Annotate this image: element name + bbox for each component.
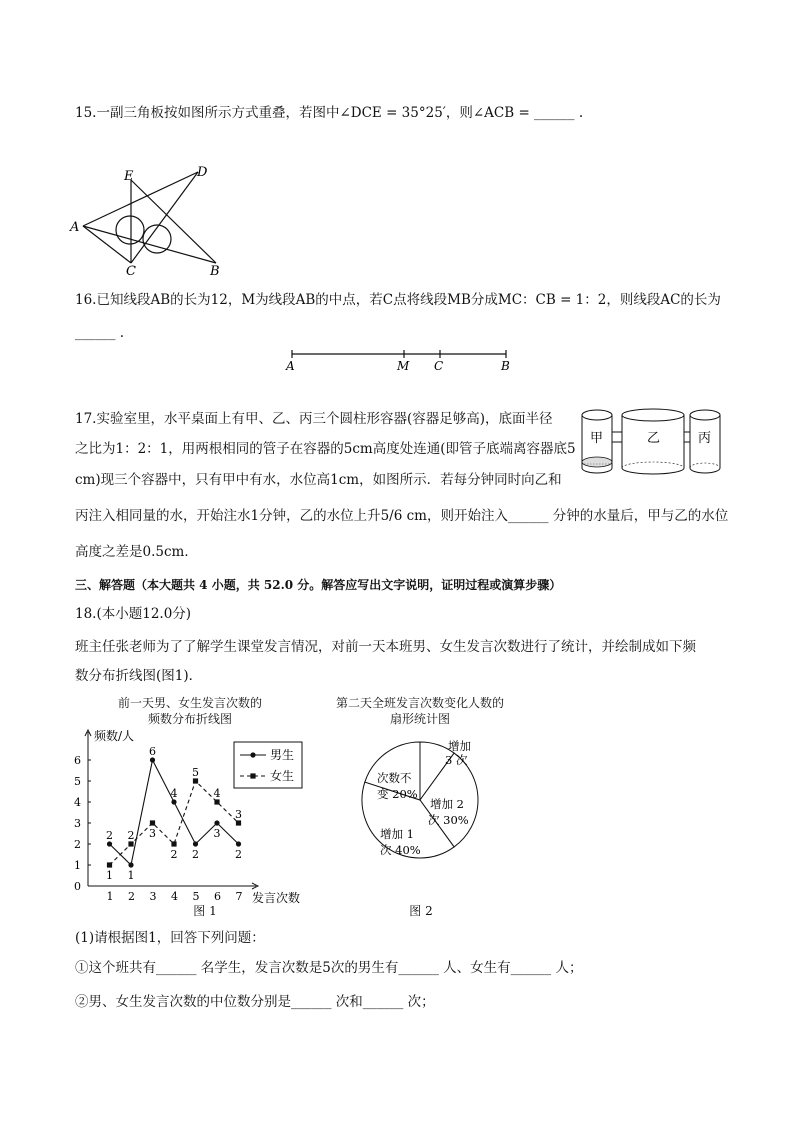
- seg-label-m: M: [397, 359, 410, 373]
- data-label-女生: 5: [192, 766, 199, 779]
- legend-label: 男生: [270, 748, 295, 762]
- q15-figure: [66, 160, 236, 280]
- label-c: C: [126, 264, 136, 279]
- chart2-title-line2: 扇形统计图: [389, 712, 450, 726]
- x-tick-label: 2: [128, 890, 135, 903]
- y-tick-label: 3: [74, 817, 81, 830]
- data-label-女生: 1: [106, 869, 113, 882]
- data-point-男生: [171, 799, 176, 804]
- label-a: A: [70, 220, 80, 235]
- q16-line1: 16.已知线段AB的长为12，M为线段AB的中点，若C点将线段MB分成MC：CB = 1：2，则线段AC的长为: [75, 292, 721, 308]
- seg-label-b: B: [501, 359, 510, 373]
- pie-label-line1: 增加: [448, 739, 471, 753]
- q17-containers-figure: [578, 402, 724, 482]
- fig2-caption: 图 2: [409, 904, 433, 918]
- q17-line1: 17.实验室里，水平桌面上有甲、乙、丙三个圆柱形容器(容器足够高)，底面半径: [75, 411, 553, 427]
- container-jia-label: 甲: [590, 431, 604, 446]
- data-point-男生: [150, 757, 155, 762]
- data-label-男生: 4: [170, 787, 178, 800]
- x-tick-label: 5: [192, 890, 200, 903]
- y-tick-label: 4: [74, 796, 81, 809]
- chart1-title-line1: 前一天男、女生发言次数的: [117, 696, 262, 710]
- data-point-女生: [107, 862, 112, 867]
- container-yi-label: 乙: [647, 431, 661, 446]
- legend-marker: [250, 773, 255, 778]
- q18-sub1: ①这个班共有______ 名学生，发言次数是5次的男生有______ 人、女生有______ 人；: [75, 960, 583, 976]
- q18-header: 18.(本小题12.0分): [75, 606, 192, 622]
- data-label-女生: 4: [213, 787, 221, 800]
- data-point-女生: [128, 841, 133, 846]
- label-d: D: [197, 165, 208, 180]
- pie-label-line2: 次 40%: [380, 843, 421, 857]
- q18-intro-line1: 班主任张老师为了了解学生课堂发言情况，对前一天本班男、女生发言次数进行了统计，并绘制成如下频: [75, 639, 696, 655]
- q18-part1: (1)请根据图1，回答下列问题：: [75, 930, 265, 946]
- chart1-title-line2: 频数分布折线图: [147, 712, 232, 726]
- q17-line5: 高度之差是0.5cm．: [75, 544, 198, 560]
- x-tick-label: 3: [149, 890, 157, 903]
- container-bing-label: 丙: [698, 431, 712, 446]
- data-point-男生: [236, 841, 241, 846]
- y-tick-label: 1: [74, 859, 81, 872]
- data-label-女生: 3: [149, 827, 156, 840]
- seg-label-a: A: [286, 359, 295, 373]
- data-point-男生: [214, 820, 219, 825]
- data-point-男生: [128, 862, 133, 867]
- pie-label-line2: 次 30%: [428, 813, 469, 827]
- label-b: B: [210, 264, 220, 279]
- y-tick-label: 2: [74, 838, 81, 851]
- x-axis-label: 发言次数: [252, 891, 301, 905]
- pie-label-line2: 3 次: [445, 753, 468, 767]
- data-point-男生: [107, 841, 112, 846]
- data-point-男生: [193, 841, 198, 846]
- legend-marker: [250, 752, 255, 757]
- chart2-title-line1: 第二天全班发言次数变化人数的: [335, 696, 504, 710]
- data-label-男生: 2: [235, 848, 242, 861]
- data-point-女生: [171, 841, 176, 846]
- q18-sub2: ②男、女生发言次数的中位数分别是______ 次和______ 次；: [75, 994, 435, 1010]
- pie-chart: [350, 730, 490, 870]
- data-label-男生: 3: [213, 827, 221, 840]
- x-tick-label: 1: [106, 890, 114, 903]
- section-3-heading: 三、解答题（本大题共 4 小题，共 52.0 分。解答应写出文字说明，证明过程或演算步骤）: [75, 578, 562, 592]
- data-point-女生: [193, 778, 198, 783]
- y-tick-label: 5: [74, 775, 81, 788]
- pie-label-line1: 增加 2: [430, 797, 464, 811]
- x-tick-label: 6: [214, 890, 221, 903]
- q17-line2: 之比为1：2：1，用两根相同的管子在容器的5cm高度处连通(即管子底端离容器底5: [75, 441, 576, 457]
- x-tick-label: 4: [171, 890, 178, 903]
- q18-intro-line2: 数分布折线图(图1)．: [75, 668, 203, 684]
- data-point-女生: [236, 820, 241, 825]
- line-chart: [66, 726, 316, 906]
- q17-line3: cm)现三个容器中，只有甲中有水，水位高1cm，如图所示．若每分钟同时向乙和: [75, 472, 562, 488]
- data-label-男生: 1: [127, 869, 135, 882]
- seg-label-c: C: [434, 359, 444, 373]
- q15-text: 15.一副三角板按如图所示方式重叠，若图中∠DCE = 35°25′，则∠ACB = ______ .: [75, 105, 584, 121]
- label-e: E: [124, 169, 134, 184]
- data-label-女生: 2: [170, 848, 178, 861]
- data-label-女生: 3: [235, 808, 242, 821]
- data-label-男生: 6: [149, 745, 156, 758]
- data-label-男生: 2: [192, 848, 199, 861]
- pie-label-line1: 次数不: [377, 771, 412, 785]
- q16-line2: ______ .: [75, 325, 125, 341]
- data-label-男生: 2: [106, 829, 113, 842]
- x-tick-label: 7: [235, 890, 243, 903]
- fig1-caption: 图 1: [193, 904, 217, 918]
- q17-line4: 丙注入相同量的水，开始注水1分钟，乙的水位上升5/6 cm，则开始注入______ 分钟的水量后，甲与乙的水位: [75, 508, 729, 524]
- y-tick-label: 6: [74, 754, 81, 767]
- pie-label-line1: 增加 1: [380, 827, 414, 841]
- q16-segment-figure: [280, 345, 520, 373]
- legend-label: 女生: [270, 769, 295, 783]
- data-point-女生: [150, 820, 155, 825]
- y-tick-label: 0: [74, 880, 81, 893]
- pie-label-line2: 变 20%: [377, 787, 418, 801]
- y-axis-label: 频数/人: [94, 729, 135, 743]
- data-label-女生: 2: [127, 829, 135, 842]
- data-point-女生: [214, 799, 219, 804]
